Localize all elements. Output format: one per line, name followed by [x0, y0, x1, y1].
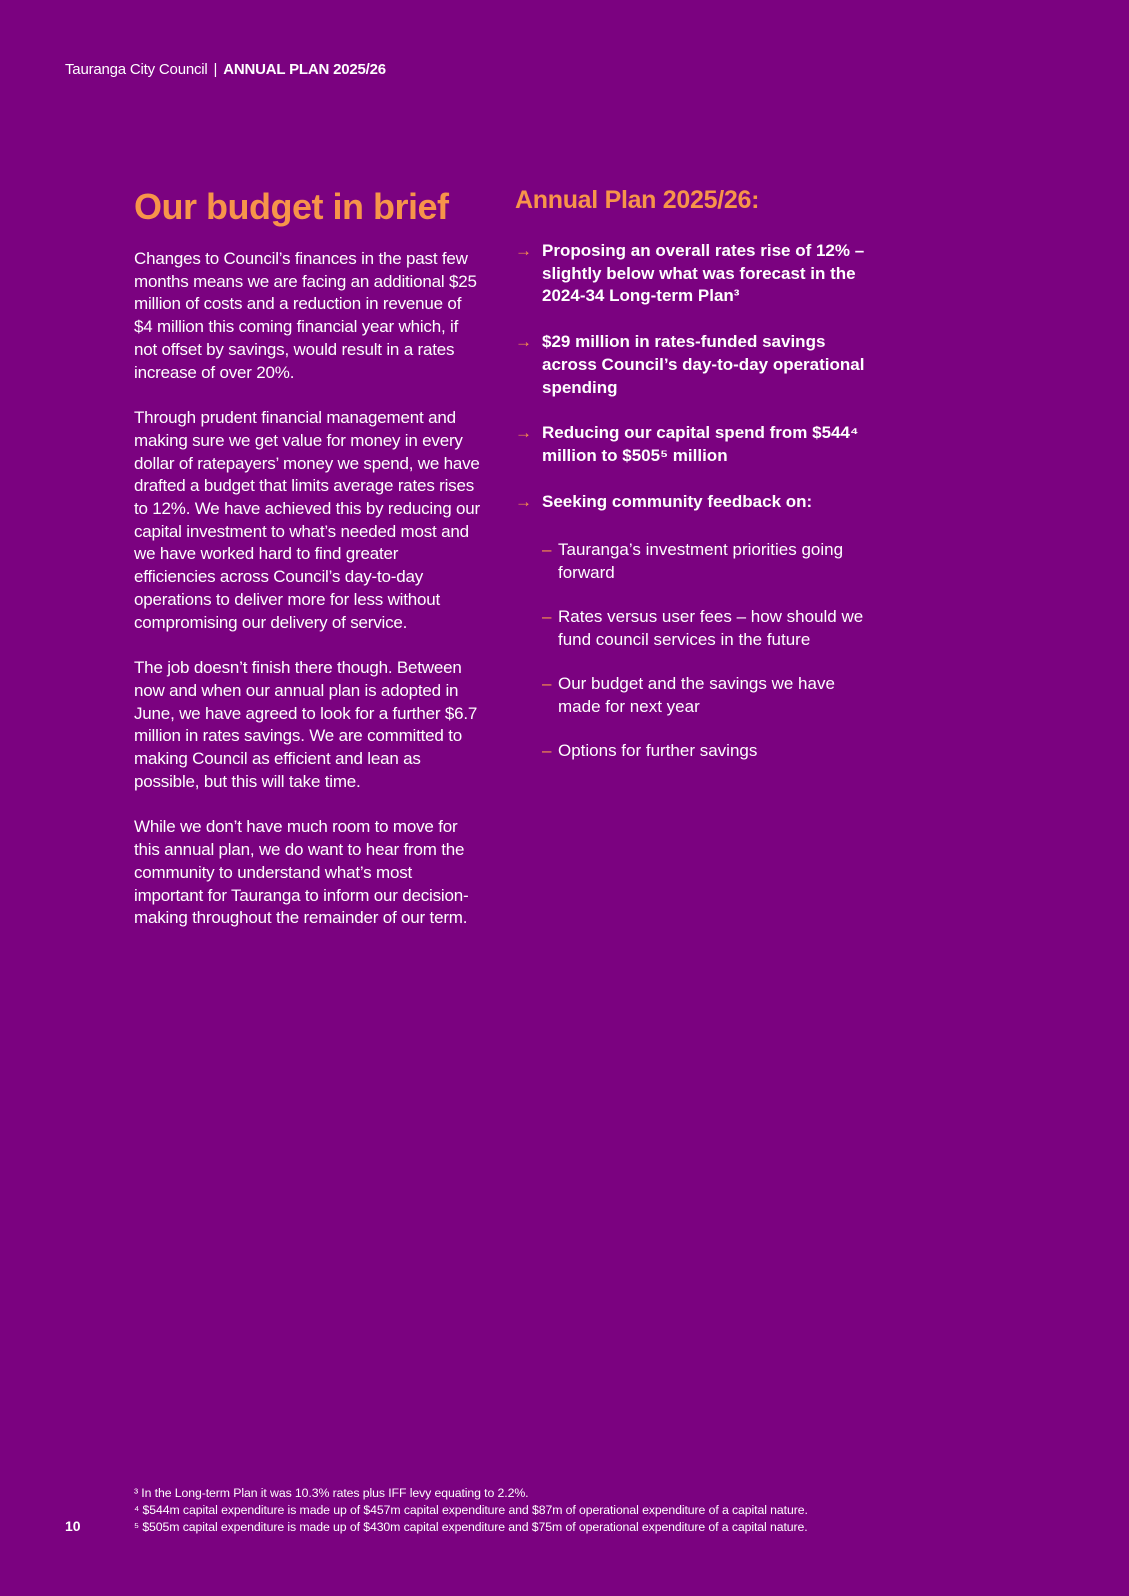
- feedback-topics-list: [542, 539, 875, 763]
- dash-icon: –: [542, 674, 552, 694]
- key-point: [515, 331, 875, 399]
- body-paragraph: Through prudent financial management and making sure we get value for money in every dollar of ratepayers’ money we spend, we have drafted a budget that limits average rates rises to 12%. We have achieved this by reducing our capital investment to what’s needed most and we have worked hard to find greater efficiencies across Council’s day-to-day operations to deliver more for less without compromising our delivery of service.: [134, 408, 481, 632]
- body-paragraph: While we don’t have much room to move for this annual plan, we do want to hear from the community to understand what’s most important for Tauranga to inform our decision-making throughout the remainder of our term.: [134, 817, 469, 928]
- arrow-right-icon: →: [515, 491, 532, 511]
- footnote: ³ In the Long-term Plan it was 10.3% rates plus IFF levy equating to 2.2%.: [134, 1486, 529, 1500]
- body-paragraph: Changes to Council’s finances in the past few months means we are facing an additional $25 million of costs and a reduction in revenue of $4 million this coming financial year which, if not offset by savings, would result in a rates increase of over 20%.: [134, 249, 477, 382]
- header-org-name: Tauranga City Council: [65, 61, 208, 78]
- header-doc-title: ANNUAL PLAN 2025/26: [223, 61, 386, 78]
- key-point-text: Proposing an overall rates rise of 12% – slightly below what was forecast in the 2024-34 Long-term Plan³: [542, 241, 865, 306]
- feedback-topic-text: Tauranga’s investment priorities going forward: [558, 540, 844, 582]
- page-number: 10: [65, 1518, 81, 1534]
- body-paragraph: The job doesn’t finish there though. Between now and when our annual plan is adopted in June, we have agreed to look for a further $6.7 million in rates savings. We are committed to making Council as efficient and lean as possible, but this will take time.: [134, 658, 478, 791]
- arrow-right-icon: →: [515, 241, 532, 260]
- key-point-text: Seeking community feedback on:: [542, 491, 813, 511]
- key-point: [515, 422, 875, 467]
- feedback-topic-text: Rates versus user fees – how should we fund council services in the future: [558, 607, 864, 649]
- arrow-right-icon: →: [515, 423, 532, 443]
- annual-plan-title: Annual Plan 2025/26:: [515, 186, 760, 214]
- annual-plan-column: [515, 186, 875, 786]
- feedback-topic: [542, 740, 875, 763]
- footnotes: [134, 1485, 808, 1536]
- budget-in-brief-column: [134, 186, 484, 953]
- running-header: [65, 61, 386, 78]
- feedback-topic-text: Options for further savings: [558, 741, 758, 761]
- dash-icon: –: [542, 741, 552, 761]
- key-point: [515, 240, 875, 308]
- arrow-right-icon: →: [515, 332, 532, 352]
- key-point-text: $29 million in rates-funded savings across Council’s day-to-day operational spending: [542, 332, 865, 397]
- feedback-topic-text: Our budget and the savings we have made for next year: [558, 674, 835, 716]
- key-point-text: Reducing our capital spend from $544⁴ million to $505⁵ million: [542, 423, 859, 465]
- footnote: ⁵ $505m capital expenditure is made up of $430m capital expenditure and $75m of operational expenditure of a capital nature.: [134, 1520, 808, 1534]
- dash-icon: –: [542, 607, 552, 627]
- key-point: [515, 491, 875, 763]
- footnote: ⁴ $544m capital expenditure is made up of $457m capital expenditure and $87m of operational expenditure of a capital nature.: [134, 1503, 808, 1517]
- header-separator: |: [213, 61, 218, 78]
- feedback-topic: [542, 539, 875, 584]
- dash-icon: –: [542, 540, 552, 560]
- section-title: Our budget in brief: [134, 186, 449, 227]
- feedback-topic: [542, 606, 875, 651]
- feedback-topic: [542, 673, 875, 718]
